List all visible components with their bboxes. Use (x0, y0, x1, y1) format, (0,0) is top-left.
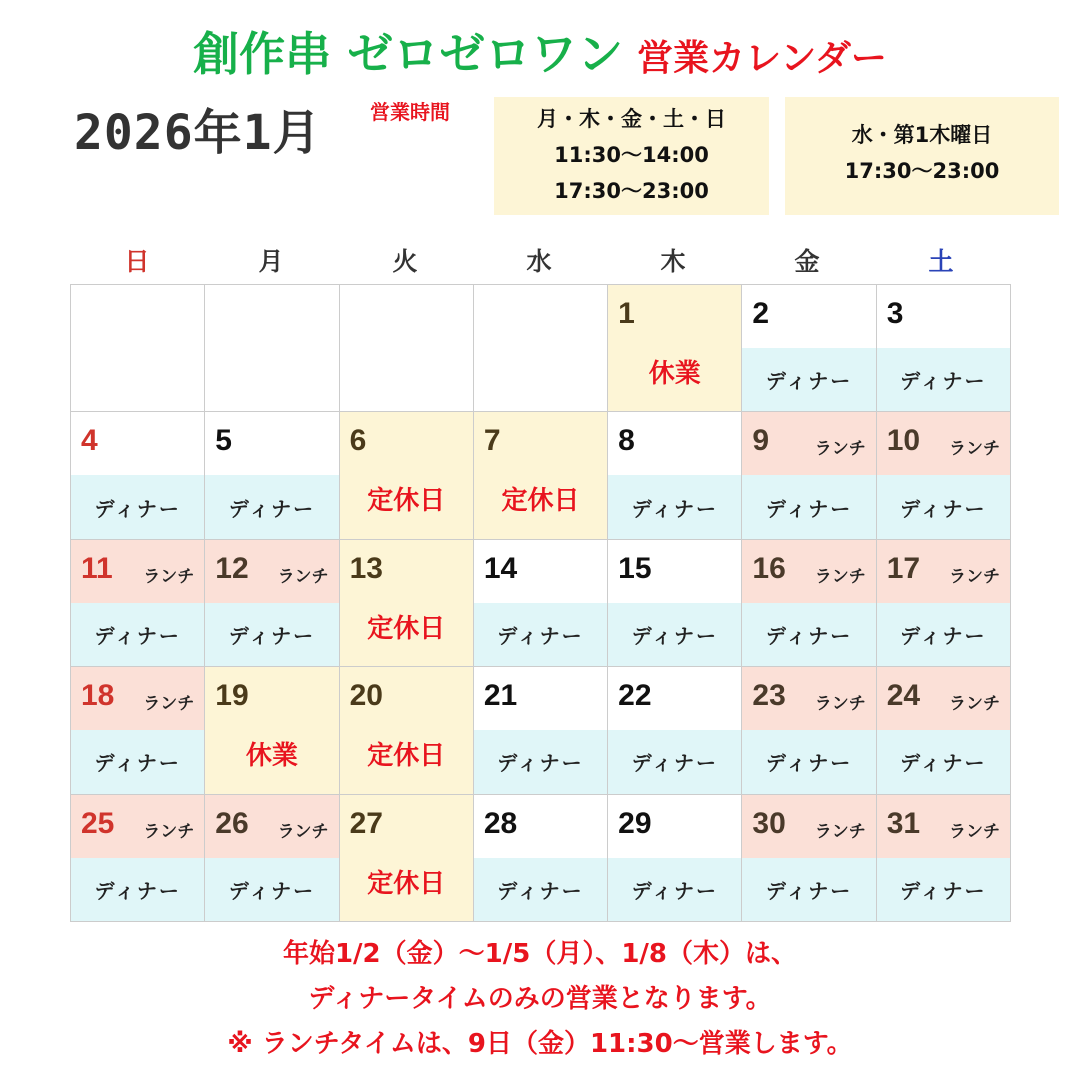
calendar-day (608, 795, 742, 922)
day-header (474, 412, 607, 475)
dinner-label: ディナー (742, 858, 875, 921)
lunch-label: ランチ (143, 821, 195, 842)
calendar-title (0, 18, 1080, 84)
day-number: 4 (81, 424, 98, 458)
calendar-empty-cell (71, 285, 205, 412)
calendar-day (877, 540, 1011, 667)
dinner-label: ディナー (742, 603, 875, 666)
dinner-label: ディナー (71, 475, 204, 538)
day-number: 10 (886, 424, 921, 458)
calendar-day (340, 412, 474, 539)
day-header (742, 795, 875, 858)
closed-label: 定休日 (367, 741, 446, 772)
calendar-day (742, 412, 876, 539)
day-header (205, 540, 338, 603)
day-header (205, 795, 338, 858)
calendar-day (205, 795, 339, 922)
calendar-day (71, 540, 205, 667)
day-header (608, 285, 741, 348)
day-header (877, 540, 1010, 603)
day-header (340, 795, 473, 858)
day-number: 3 (886, 297, 904, 330)
dinner-label: ディナー (205, 858, 338, 921)
dinner-label: ディナー (877, 475, 1010, 538)
calendar-grid (70, 284, 1011, 922)
lunch-label: ランチ (949, 439, 1000, 460)
calendar-day (742, 667, 876, 794)
hours-time: 17:30〜23:00 (844, 159, 1000, 183)
calendar-day (877, 285, 1011, 412)
day-header (71, 795, 204, 858)
calendar-day (742, 795, 876, 922)
calendar-day (608, 285, 742, 412)
day-header (474, 285, 607, 348)
day-number: 8 (618, 424, 635, 458)
dinner-label: ディナー (608, 603, 741, 666)
day-number: 26 (215, 806, 249, 840)
hours-box-regular (494, 97, 769, 215)
day-header (205, 667, 338, 730)
day-number: 12 (215, 551, 249, 585)
dinner-label: ディナー (877, 348, 1010, 411)
day-header (340, 285, 473, 348)
calendar-day (71, 667, 205, 794)
day-header (71, 285, 204, 348)
lunch-label: ランチ (949, 821, 1000, 842)
calendar-day (205, 412, 339, 539)
calendar-day (877, 795, 1011, 922)
dinner-label: ディナー (742, 348, 875, 411)
lunch-label: ランチ (143, 566, 195, 587)
calendar-day (608, 667, 742, 794)
day-header (340, 667, 473, 730)
weekday-monday: 月 (258, 247, 284, 276)
calendar-day (205, 540, 339, 667)
lunch-label: ランチ (143, 694, 195, 715)
dinner-label: ディナー (742, 475, 875, 538)
day-number: 5 (215, 424, 232, 458)
day-number: 27 (349, 806, 383, 840)
day-number: 28 (483, 806, 518, 840)
note-line: ディナータイムのみの営業となります。 (308, 984, 772, 1014)
lunch-label: ランチ (277, 566, 329, 587)
day-number: 30 (752, 806, 786, 840)
dinner-label: ディナー (474, 603, 607, 666)
lunch-label: ランチ (277, 821, 329, 842)
dinner-label: ディナー (71, 730, 204, 793)
day-header (205, 412, 338, 475)
day-header (608, 412, 741, 475)
day-header (474, 795, 607, 858)
weekday-friday: 金 (794, 247, 820, 276)
day-header (742, 412, 875, 475)
day-header (71, 412, 204, 475)
note-line: ※ ランチタイムは、9日（金）11:30〜営業します。 (227, 1029, 853, 1059)
day-number: 1 (618, 297, 635, 330)
calendar-day (742, 285, 876, 412)
dinner-label: ディナー (608, 730, 741, 793)
calendar-day (340, 795, 474, 922)
shop-name: 創作串 ゼロゼロワン (193, 27, 624, 81)
calendar-day (71, 412, 205, 539)
day-header (742, 285, 875, 348)
notes (0, 932, 1080, 1067)
day-header (608, 540, 741, 603)
closed-label: 休業 (648, 359, 701, 389)
day-number: 18 (81, 679, 115, 713)
day-header (340, 412, 473, 475)
closed-label: 定休日 (367, 613, 446, 644)
day-number: 17 (886, 551, 921, 585)
dinner-label: ディナー (205, 475, 338, 538)
day-header (877, 412, 1010, 475)
day-number: 6 (349, 424, 367, 458)
calendar-day (474, 412, 608, 539)
closed-label: 休業 (245, 741, 298, 772)
hours-time: 17:30〜23:00 (554, 179, 709, 203)
day-header (474, 667, 607, 730)
calendar-empty-cell (474, 285, 608, 412)
lunch-label: ランチ (814, 439, 866, 460)
day-header (742, 540, 875, 603)
month-label: 2026年1月 (74, 105, 322, 161)
closed-label: 定休日 (367, 868, 446, 899)
day-header (608, 667, 741, 730)
day-number: 23 (752, 679, 786, 713)
dinner-label: ディナー (877, 858, 1010, 921)
calendar-day (877, 667, 1011, 794)
calendar-day (608, 540, 742, 667)
day-header (608, 795, 741, 858)
day-header (877, 285, 1010, 348)
lunch-label: ランチ (814, 566, 866, 587)
closed-label: 定休日 (367, 486, 446, 517)
weekday-sunday: 日 (124, 247, 150, 276)
calendar-day (205, 667, 339, 794)
lunch-label: ランチ (949, 694, 1000, 715)
dinner-label: ディナー (71, 858, 204, 921)
dinner-label: ディナー (877, 730, 1010, 793)
day-header (340, 540, 473, 603)
dinner-label: ディナー (474, 730, 607, 793)
lunch-label: ランチ (949, 566, 1000, 587)
calendar-empty-cell (205, 285, 339, 412)
calendar-day (474, 667, 608, 794)
day-number: 21 (483, 679, 518, 713)
day-header (742, 667, 875, 730)
dinner-label: ディナー (742, 730, 875, 793)
hours-time: 11:30〜14:00 (554, 143, 709, 167)
dinner-label: ディナー (608, 858, 741, 921)
weekday-saturday: 土 (928, 247, 954, 276)
calendar-day (877, 412, 1011, 539)
lunch-label: ランチ (814, 694, 866, 715)
day-number: 16 (752, 551, 786, 585)
weekday-tuesday: 火 (392, 247, 418, 276)
day-header (71, 667, 204, 730)
day-number: 2 (752, 297, 770, 330)
weekday-thursday: 木 (660, 247, 686, 276)
lunch-label: ランチ (814, 821, 866, 842)
day-number: 24 (886, 679, 921, 713)
day-number: 14 (483, 551, 518, 585)
day-number: 13 (349, 551, 383, 585)
calendar-heading: 営業カレンダー (637, 38, 887, 79)
day-number: 15 (618, 551, 652, 585)
day-header (205, 285, 338, 348)
hours-days: 水・第1木曜日 (851, 123, 993, 147)
note-line: 年始1/2（金）〜1/5（月）、1/8（木）は、 (282, 939, 798, 969)
day-number: 9 (752, 424, 770, 458)
day-header (877, 795, 1010, 858)
dinner-label: ディナー (205, 603, 338, 666)
day-number: 22 (618, 679, 652, 713)
calendar-day (608, 412, 742, 539)
day-header (877, 667, 1010, 730)
calendar-day (742, 540, 876, 667)
day-number: 20 (349, 679, 383, 713)
closed-label: 定休日 (501, 486, 580, 517)
calendar-day (340, 540, 474, 667)
calendar-day (71, 795, 205, 922)
weekday-wednesday: 水 (526, 247, 552, 276)
day-number: 25 (81, 806, 115, 840)
calendar-empty-cell (340, 285, 474, 412)
dinner-label: ディナー (71, 603, 204, 666)
hours-label: 営業時間 (370, 100, 450, 124)
dinner-label: ディナー (877, 603, 1010, 666)
calendar-day (474, 540, 608, 667)
dinner-label: ディナー (474, 858, 607, 921)
day-number: 31 (886, 806, 921, 840)
hours-days: 月・木・金・土・日 (537, 107, 726, 131)
day-header (71, 540, 204, 603)
dinner-label: ディナー (608, 475, 741, 538)
day-header (474, 540, 607, 603)
day-number: 19 (215, 679, 249, 713)
day-number: 11 (81, 551, 113, 585)
calendar-day (340, 667, 474, 794)
day-number: 7 (483, 424, 501, 458)
day-number: 29 (618, 806, 652, 840)
calendar-day (474, 795, 608, 922)
hours-box-wednesday (785, 97, 1059, 215)
